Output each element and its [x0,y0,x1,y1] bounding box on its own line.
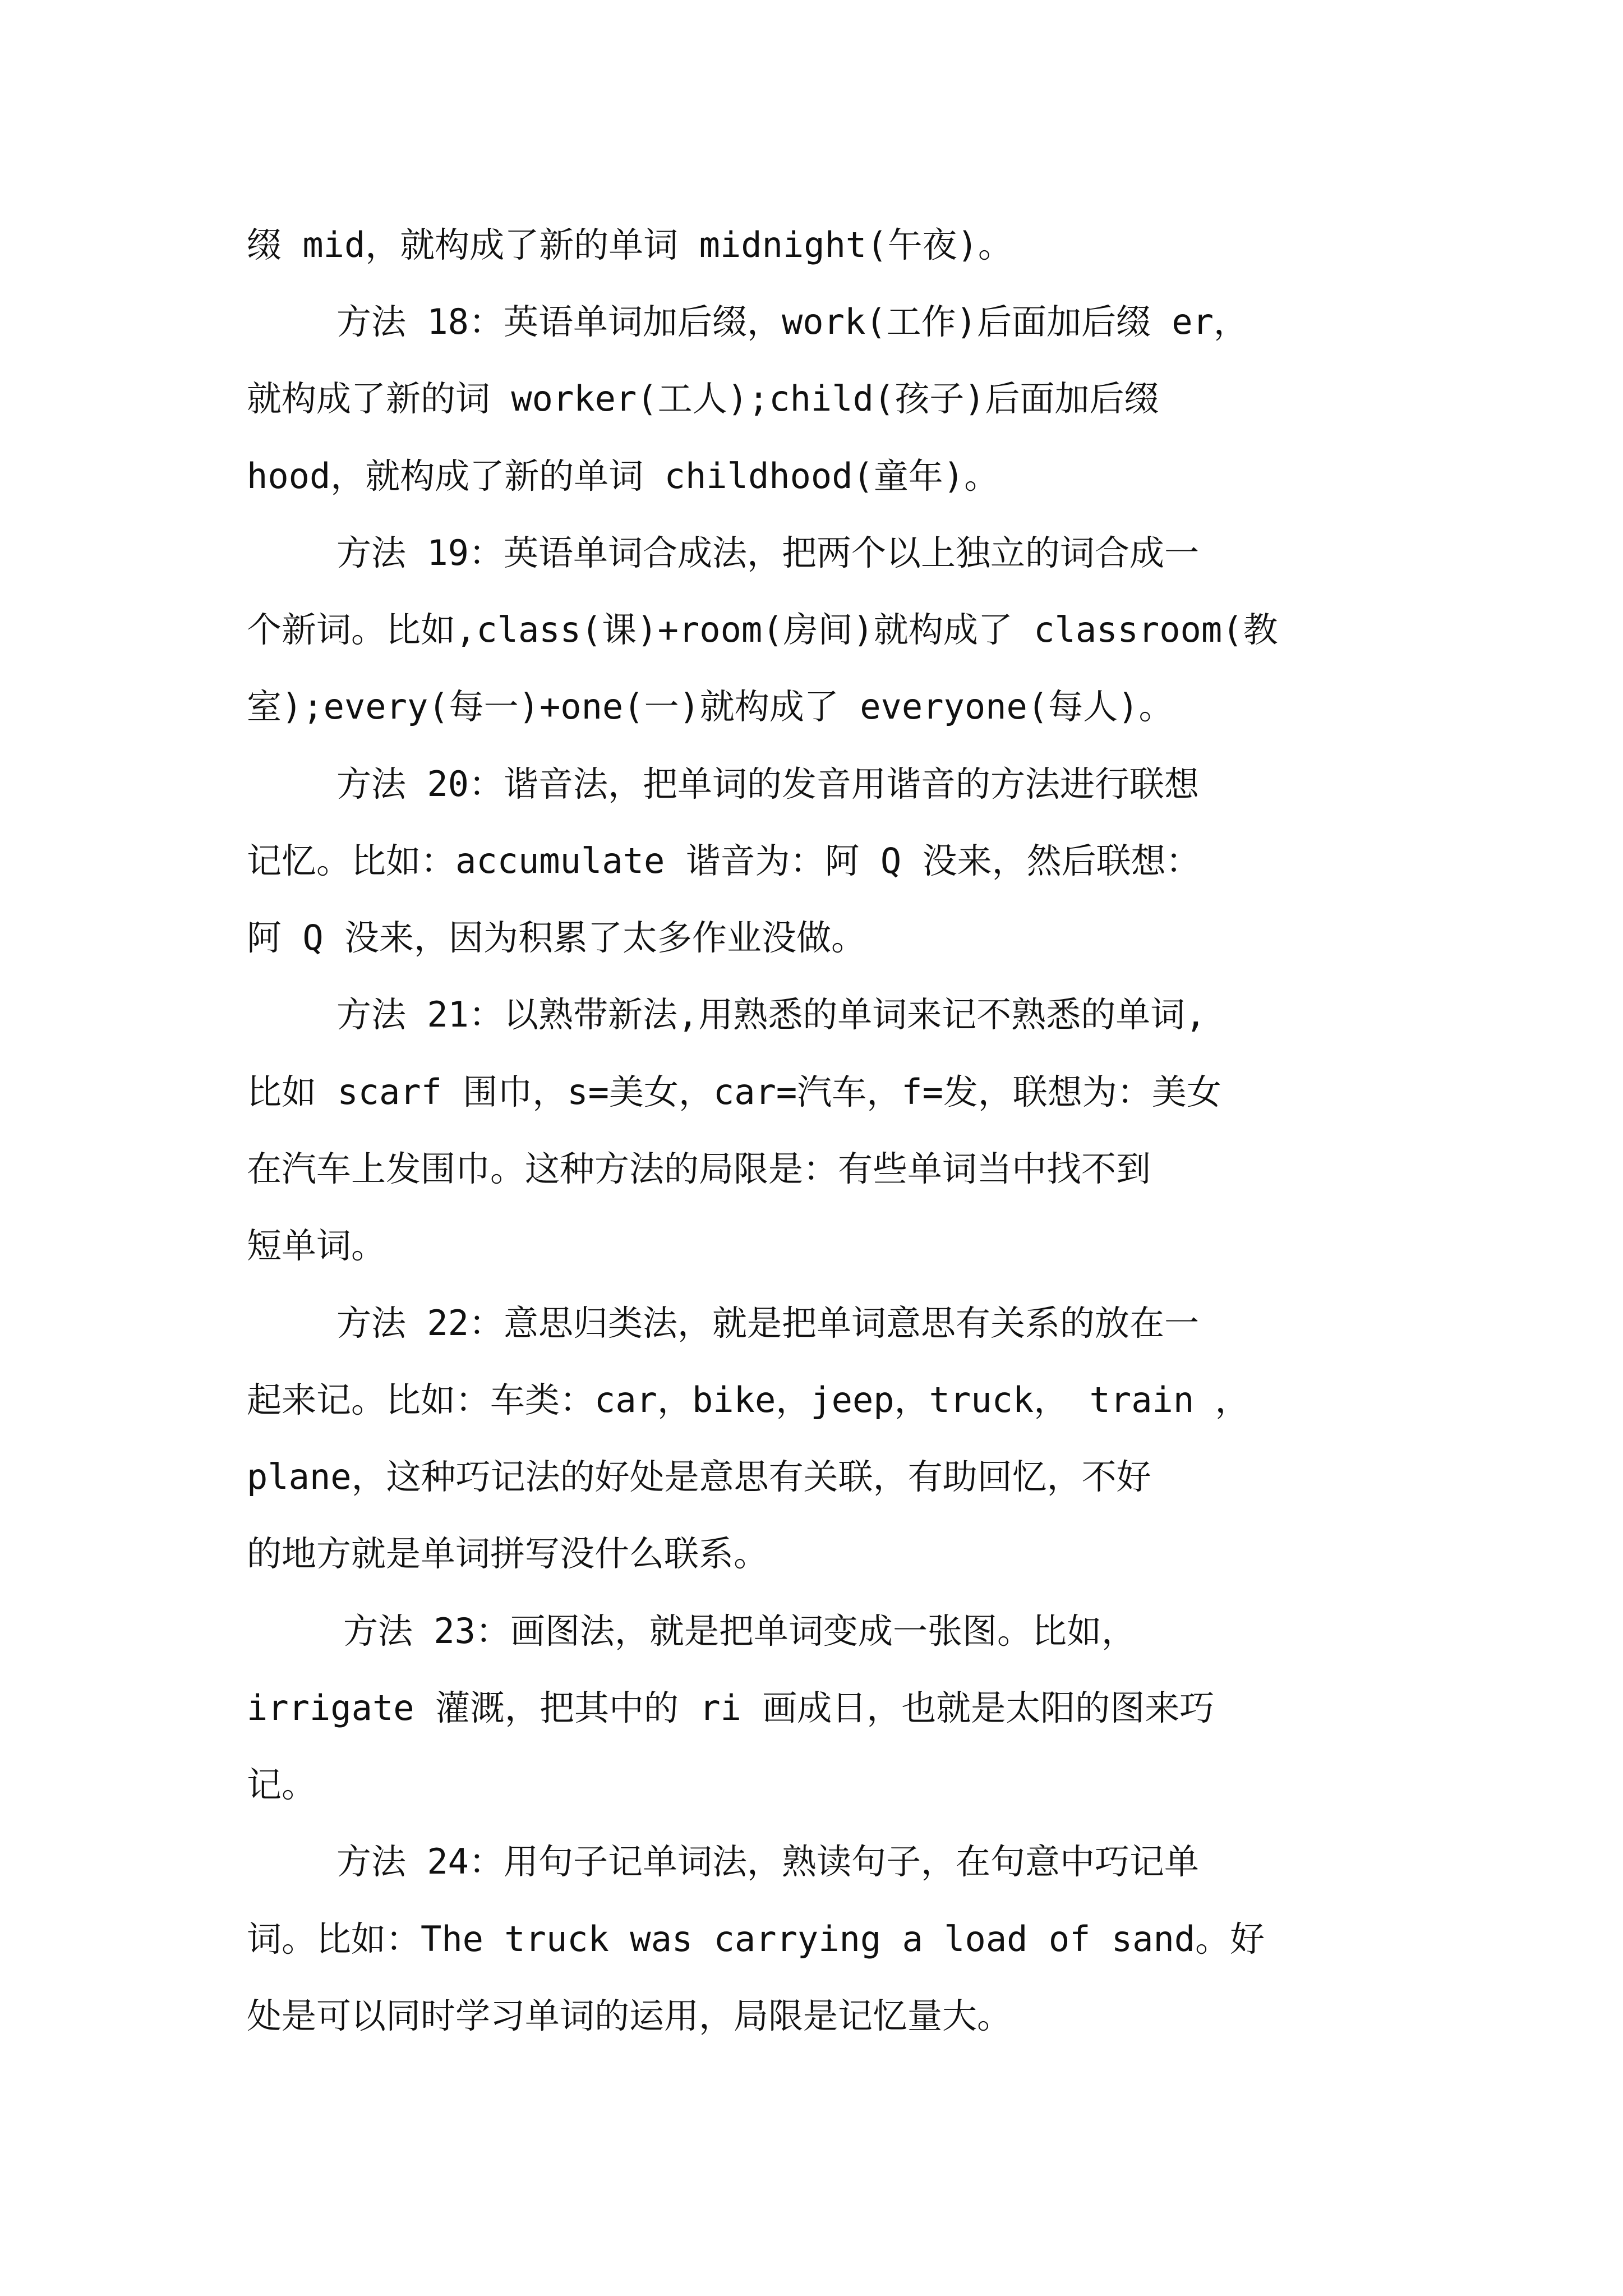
text-line: 比如 scarf 围巾，s=美女，car=汽车，f=发，联想为：美女 [247,1071,1221,1112]
text-line: 就构成了新的词 worker(工人);child(孩子)后面加后缀 [247,378,1159,419]
text-line: 个新词。比如,class(课)+room(房间)就构成了 classroom(教 [247,609,1278,650]
text-line: hood，就构成了新的单词 childhood(童年)。 [247,455,999,496]
text-line: 室);every(每一)+one(一)就构成了 everyone(每人)。 [247,686,1174,727]
paragraph-method-19: 方法 19：英语单词合成法，把两个以上独立的词合成一 [336,532,1199,573]
text-line: plane，这种巧记法的好处是意思有关联，有助回忆，不好 [247,1456,1151,1497]
text-line: 处是可以同时学习单词的运用，局限是记忆量大。 [247,1995,1012,2036]
text-line: 阿 Q 没来，因为积累了太多作业没做。 [247,917,866,958]
paragraph-method-22: 方法 22：意思归类法，就是把单词意思有关系的放在一 [336,1303,1199,1343]
text-line: 起来记。比如：车类：car，bike，jeep，truck， train ， [247,1379,1250,1420]
text-line: irrigate 灌溉，把其中的 ri 画成日，也就是太阳的图来巧 [247,1687,1215,1728]
text-line: 词。比如：The truck was carrying a load of sand。好 [247,1918,1265,1959]
text-line: 的地方就是单词拼写没什么联系。 [247,1533,769,1574]
paragraph-method-23: 方法 23：画图法，就是把单词变成一张图。比如， [343,1611,1136,1651]
paragraph-method-24: 方法 24：用句子记单词法，熟读句子，在句意中巧记单 [336,1841,1199,1882]
text-line: 记忆。比如：accumulate 谐音为：阿 Q 没来，然后联想： [247,840,1201,881]
text-line: 记。 [247,1764,317,1805]
text-line: 短单词。 [247,1225,386,1266]
text-line: 缀 mid，就构成了新的单词 midnight(午夜)。 [247,224,1013,265]
paragraph-method-18: 方法 18：英语单词加后缀，work(工作)后面加后缀 er， [336,301,1248,342]
paragraph-method-21: 方法 21：以熟带新法,用熟悉的单词来记不熟悉的单词, [336,994,1206,1035]
paragraph-method-20: 方法 20：谐音法，把单词的发音用谐音的方法进行联想 [336,763,1199,804]
text-line: 在汽车上发围巾。这种方法的局限是：有些单词当中找不到 [247,1148,1151,1189]
